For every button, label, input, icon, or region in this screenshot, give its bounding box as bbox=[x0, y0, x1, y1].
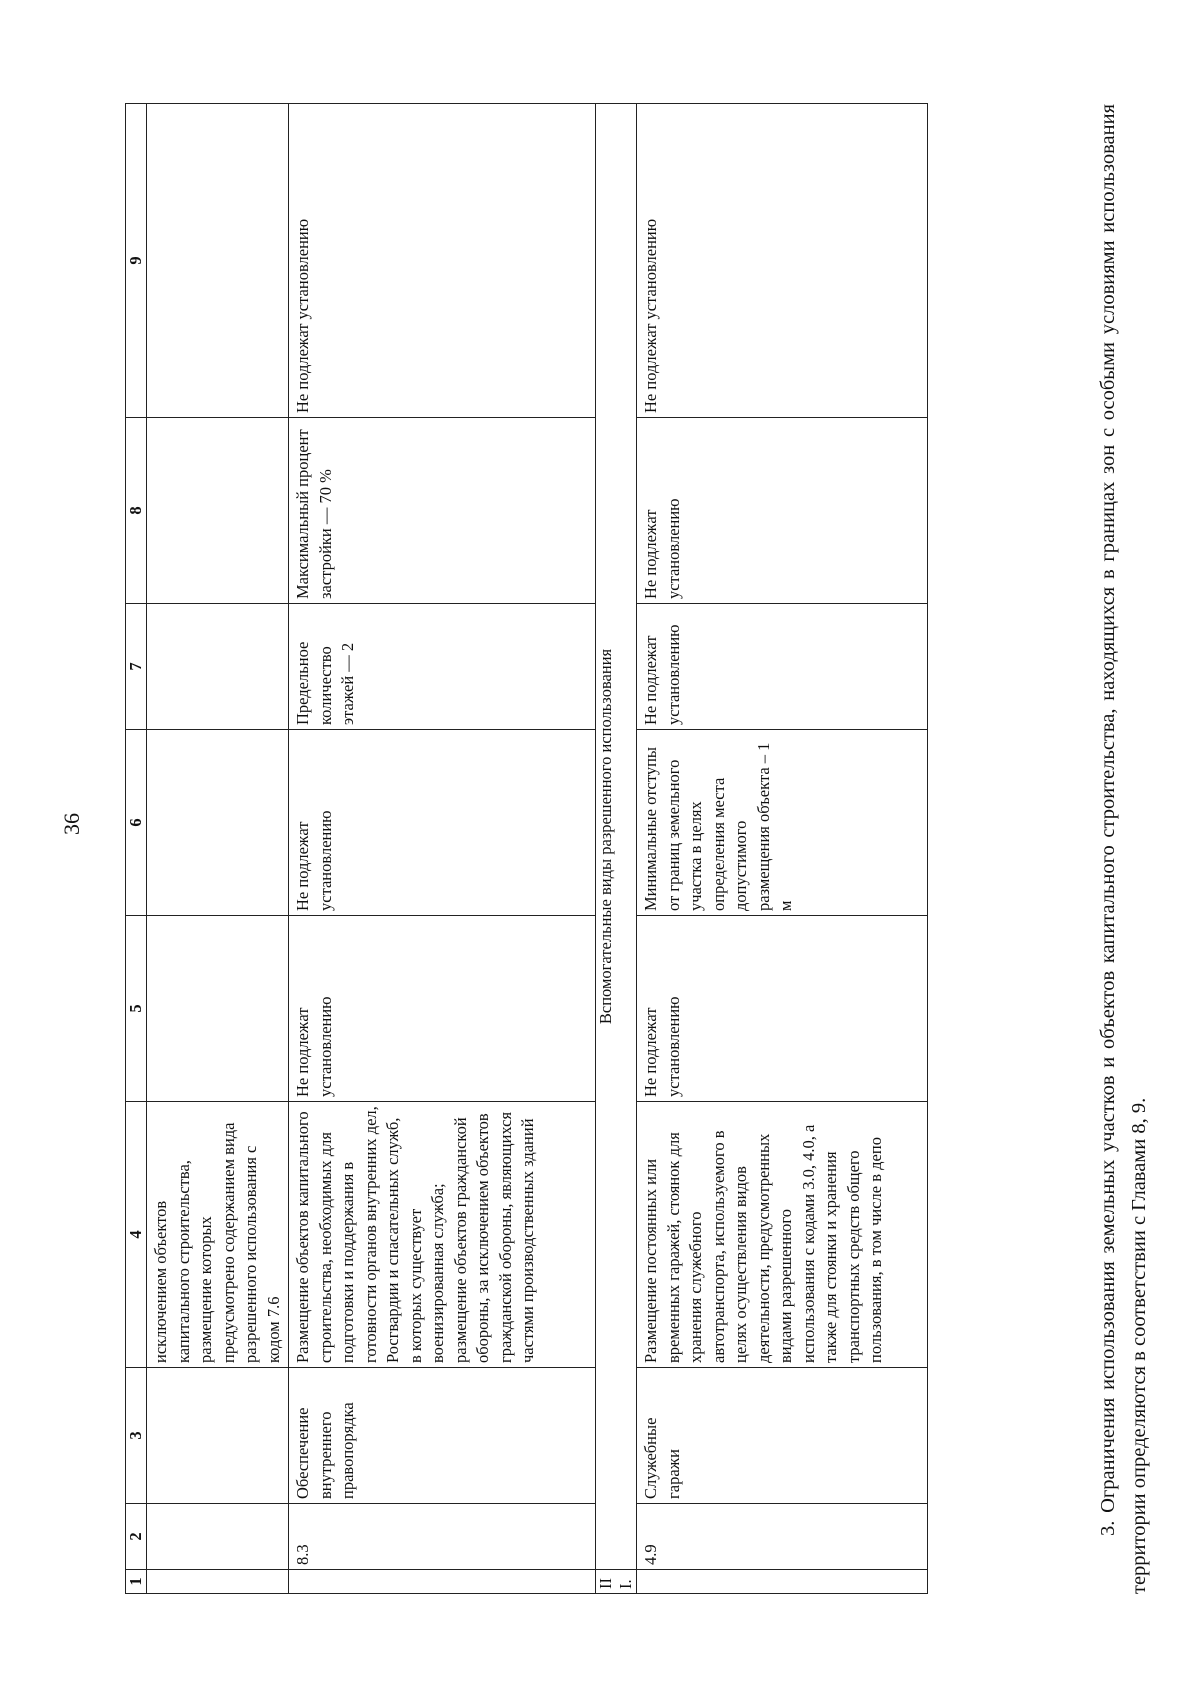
header-cell: 6 bbox=[126, 730, 147, 916]
header-cell: 1 bbox=[126, 1570, 147, 1594]
table-cell-description: исключением объектов капитального строительства, размещение которых предусмотрено содержанием вида разрешенного использования с кодом 7.6 bbox=[147, 1102, 289, 1368]
regulations-table bbox=[125, 103, 928, 1594]
table-cell bbox=[147, 1504, 289, 1570]
table-cell: Максимальный процент застройки — 70 % bbox=[289, 418, 596, 604]
rotated-page-content bbox=[125, 104, 1150, 1594]
header-cell: 8 bbox=[126, 418, 147, 604]
footnote-paragraph: 3. Ограничения использования земельных участков и объектов капитального строительства, находящихся в границах зон с особыми условиями использования территории определяются в соответствии с Главами 8, 9. bbox=[1097, 104, 1150, 1594]
table-cell-code: 4.9 bbox=[637, 1504, 928, 1570]
table-cell bbox=[147, 1368, 289, 1504]
section-number: III. bbox=[596, 1570, 637, 1594]
table-cell-name: Служебные гаражи bbox=[637, 1368, 928, 1504]
table-cell bbox=[147, 1570, 289, 1594]
header-cell: 3 bbox=[126, 1368, 147, 1504]
table-row-continuation bbox=[147, 104, 289, 1594]
header-cell: 9 bbox=[126, 104, 147, 418]
table-cell bbox=[147, 916, 289, 1102]
page-number: 36 bbox=[59, 813, 84, 835]
table-cell: Не подлежат установлению bbox=[637, 418, 928, 604]
table-cell bbox=[147, 104, 289, 418]
header-cell: 5 bbox=[126, 916, 147, 1102]
table-cell-description: Размещение объектов капитального строительства, необходимых для подготовки и поддержания в готовности органов внутренних дел, Росгвардии и спасательных служб, в которых существует военизированная служба; размещение объектов гражданской обороны, за исключением объектов гражданской обороны, являющихся частями производственных зданий bbox=[289, 1102, 596, 1368]
table-cell-name: Обеспечение внутреннего правопорядка bbox=[289, 1368, 596, 1504]
table-cell-code: 8.3 bbox=[289, 1504, 596, 1570]
header-cell: 4 bbox=[126, 1102, 147, 1368]
table-cell: Предельное количество этажей — 2 bbox=[289, 604, 596, 730]
header-cell: 7 bbox=[126, 604, 147, 730]
table-cell: Не подлежат установлению bbox=[637, 604, 928, 730]
table-cell: Не подлежат установлению bbox=[289, 104, 596, 418]
table-cell-description: Размещение постоянных или временных гаражей, стоянок для хранения служебного автотранспорта, используемого в целях осуществления видов деятельности, предусмотренных видами разрешенного использования с кодами 3.0, 4.0, а также для стоянки и хранения транспортных средств общего пользования, в том числе в депо bbox=[637, 1102, 928, 1368]
table-cell: Не подлежат установлению bbox=[637, 916, 928, 1102]
header-cell: 2 bbox=[126, 1504, 147, 1570]
table-cell bbox=[147, 418, 289, 604]
table-cell: Минимальные отступы от границ земельного участка в целях определения места допустимого размещения объекта – 1 м bbox=[637, 730, 928, 916]
table-cell: Не подлежат установлению bbox=[289, 916, 596, 1102]
table-cell: Не подлежат установлению bbox=[637, 104, 928, 418]
page-number-wrapper bbox=[48, 800, 96, 848]
table-cell bbox=[147, 604, 289, 730]
table-header-row bbox=[126, 104, 147, 1594]
table-cell bbox=[147, 730, 289, 916]
section-row bbox=[596, 104, 637, 1594]
table-cell bbox=[637, 1570, 928, 1594]
table-row-4-9 bbox=[637, 104, 928, 1594]
table-row-8-3 bbox=[289, 104, 596, 1594]
table-cell bbox=[289, 1570, 596, 1594]
section-title: Вспомогательные виды разрешенного использования bbox=[596, 104, 637, 1570]
table-cell: Не подлежат установлению bbox=[289, 730, 596, 916]
